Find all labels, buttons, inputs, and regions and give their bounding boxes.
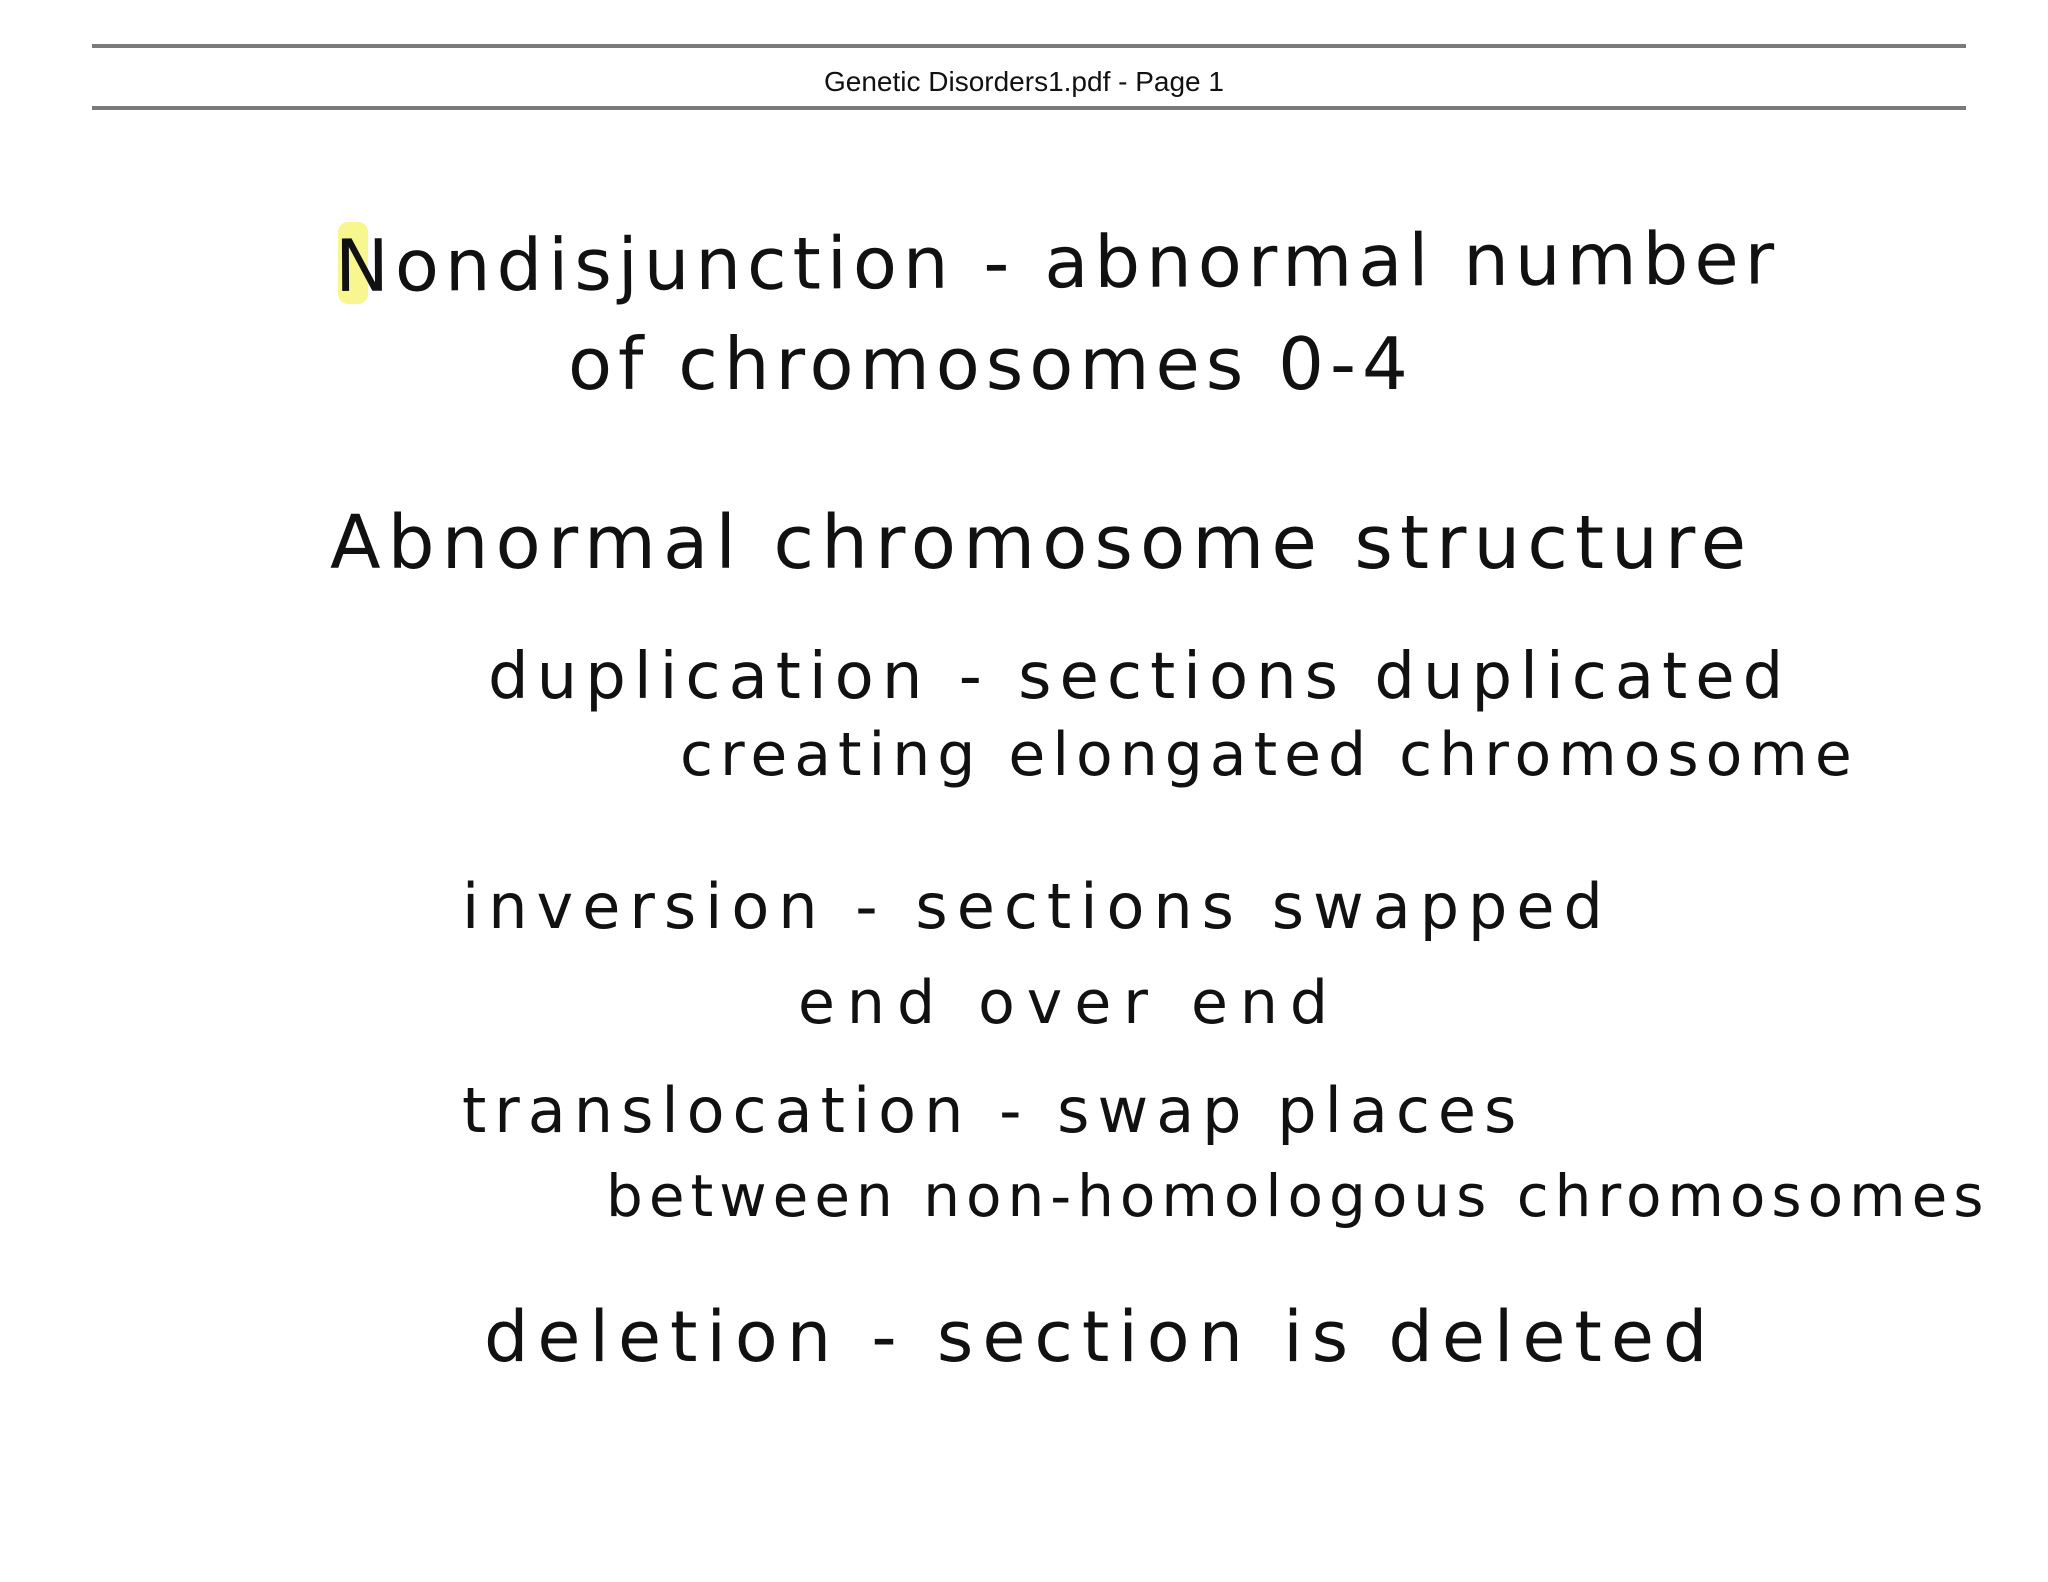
note-line-duplication-detail: creating elongated chromosome [680, 720, 1859, 790]
note-line-inversion-detail: end over end [798, 968, 1340, 1038]
note-line-translocation-detail: between non-homologous chromosomes [606, 1162, 1990, 1230]
note-line-chromosome-count: of chromosomes 0-4 [568, 322, 1414, 406]
note-line-nondisjunction: Nondisjunction - abnormal number [334, 216, 1781, 308]
note-line-deletion: deletion - section is deleted [484, 1296, 1717, 1378]
note-line-duplication: duplication - sections duplicated [488, 640, 1792, 714]
document-title: Genetic Disorders1.pdf - Page 1 [824, 66, 1224, 97]
note-heading-abnormal-structure: Abnormal chromosome structure [330, 500, 1754, 586]
note-line-inversion: inversion - sections swapped [462, 870, 1612, 943]
header-top-rule [92, 44, 1966, 48]
note-line-translocation: translocation - swap places [462, 1074, 1525, 1147]
header-bottom-rule [92, 106, 1966, 110]
